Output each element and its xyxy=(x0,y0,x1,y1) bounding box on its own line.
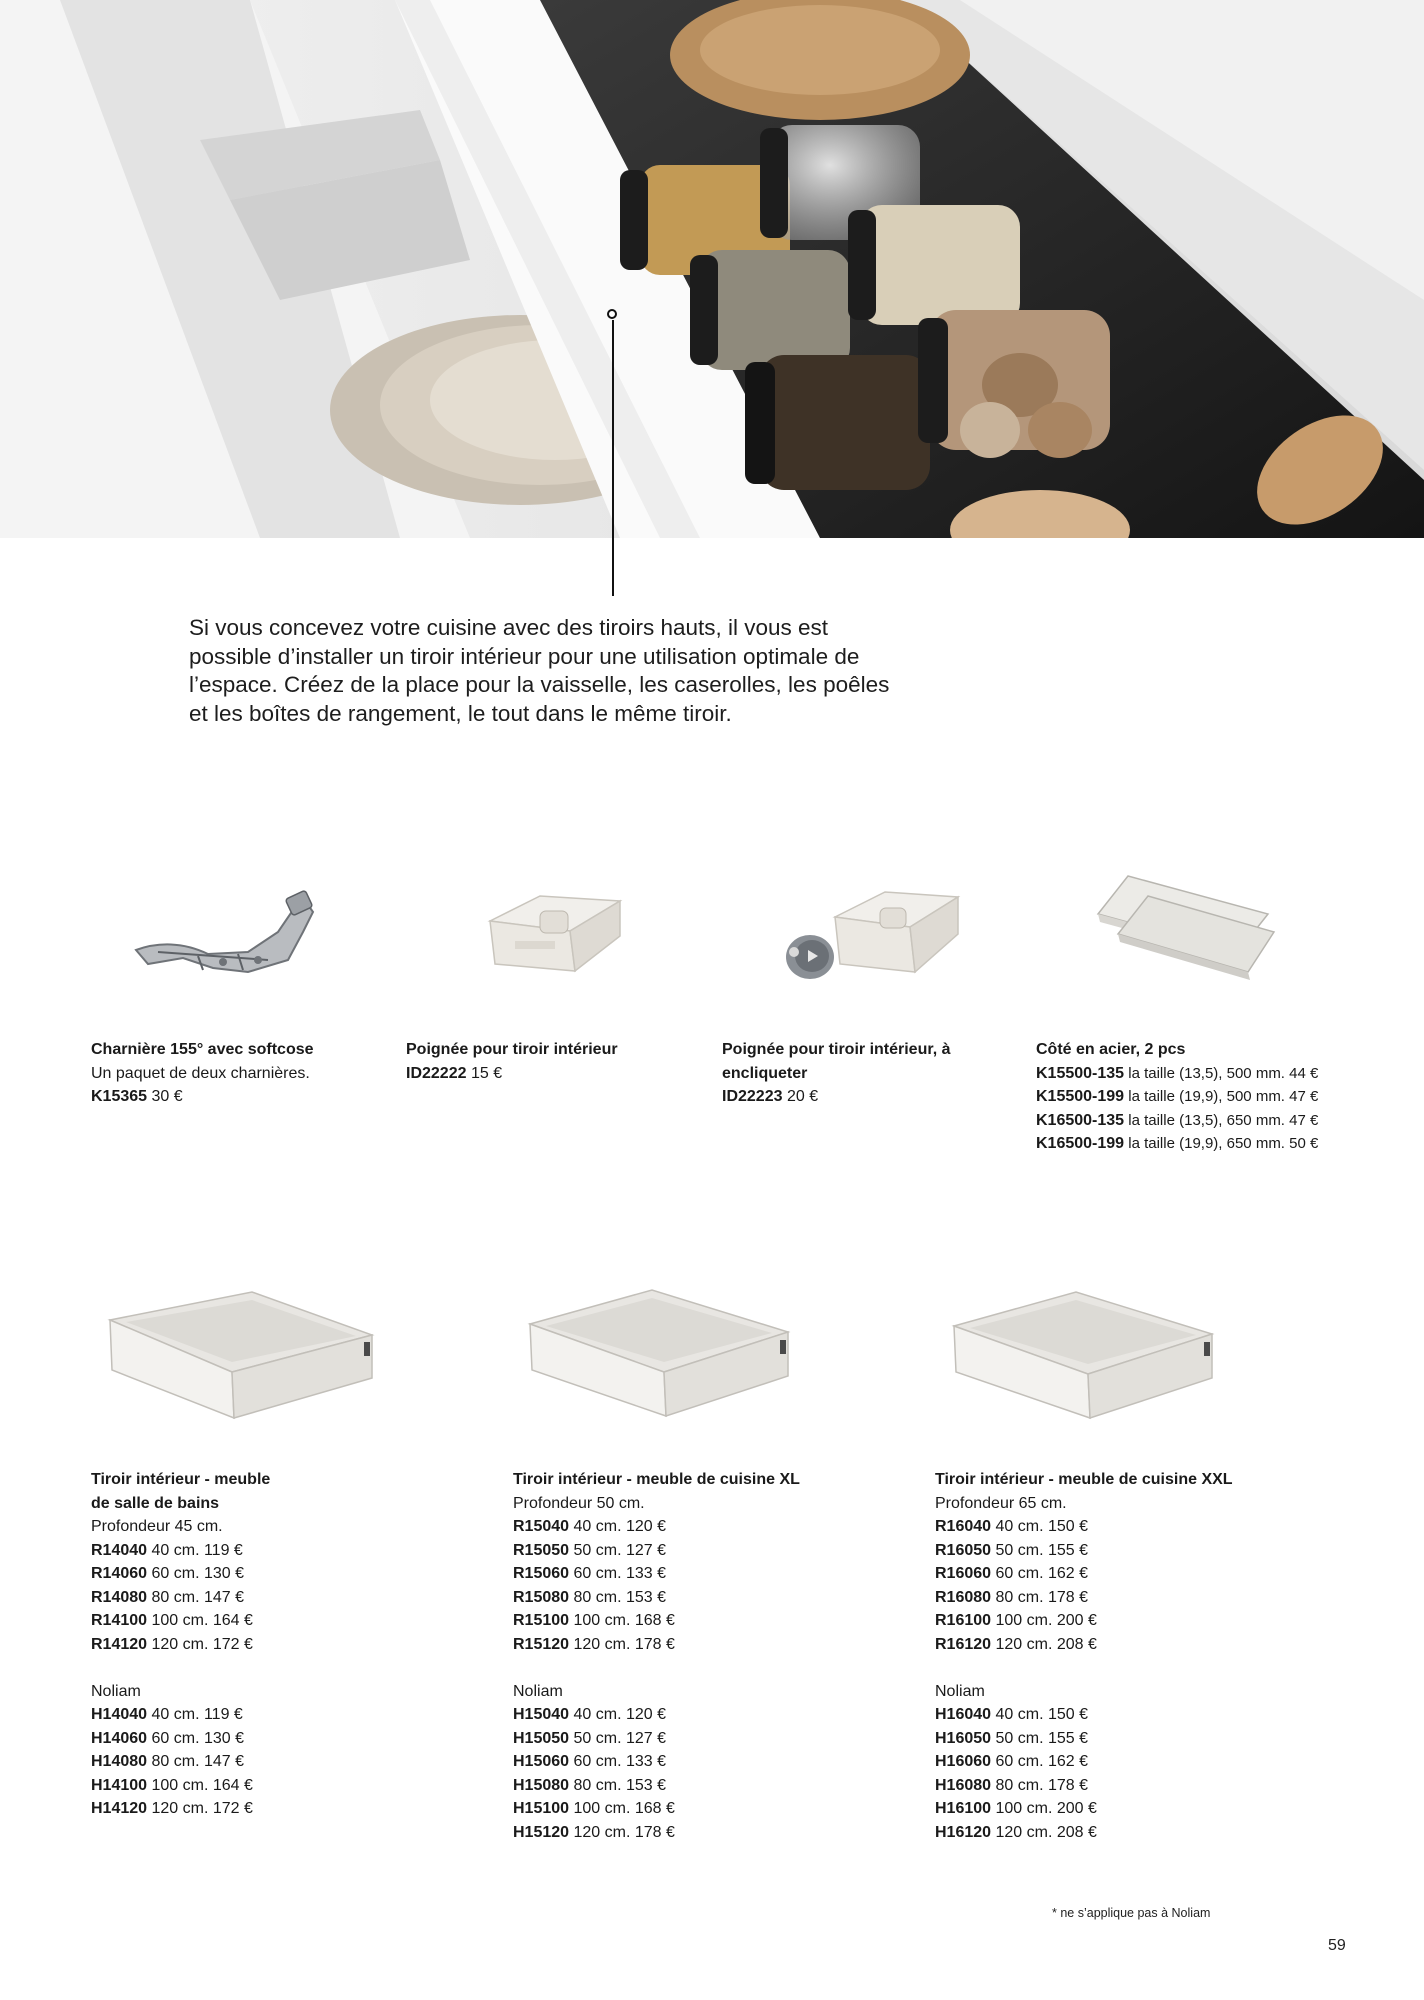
intro-paragraph: Si vous concevez votre cuisine avec des tiroirs hauts, il vous est possible d’installer un tiroir intérieur pour une utilisation optimale de l’espace. Créez de la place pour la vaisselle, les caserolles, les poêles et les boîtes de rangement, le tout dans le même tiroir. xyxy=(189,615,890,726)
price: 60 cm. 130 € xyxy=(147,1729,244,1747)
price-line xyxy=(513,1703,833,1727)
price: 120 cm. 208 € xyxy=(991,1635,1097,1653)
price-line xyxy=(513,1586,833,1610)
product-code: H15080 xyxy=(513,1776,570,1794)
hinge-image xyxy=(128,872,328,982)
price: 40 cm. 150 € xyxy=(991,1518,1088,1535)
price: 120 cm. 178 € xyxy=(569,1635,675,1653)
price: 80 cm. 147 € xyxy=(147,1753,244,1770)
price: 40 cm. 120 € xyxy=(569,1706,666,1723)
product-code: R16040 xyxy=(935,1518,992,1535)
product-code: K15500-135 xyxy=(1036,1064,1125,1082)
price-line xyxy=(513,1727,833,1751)
product-code: R15050 xyxy=(513,1541,570,1559)
product-code: H16100 xyxy=(935,1800,992,1817)
product-code: R14060 xyxy=(91,1565,148,1582)
price: 80 cm. 147 € xyxy=(147,1588,244,1606)
product-code: H16120 xyxy=(935,1823,992,1841)
price-line xyxy=(513,1750,833,1774)
price: 60 cm. 162 € xyxy=(991,1753,1088,1770)
price-line xyxy=(935,1797,1275,1821)
price-line xyxy=(513,1633,833,1657)
price-line xyxy=(513,1609,833,1633)
product-code: K15365 xyxy=(91,1088,148,1105)
callout-line xyxy=(612,320,614,596)
snap-handle-image xyxy=(780,872,965,987)
product-code: ID22223 xyxy=(722,1088,783,1105)
price: 40 cm. 120 € xyxy=(569,1518,666,1535)
product-hinge xyxy=(91,1038,351,1109)
price-line xyxy=(1036,1109,1366,1133)
product-code: H15050 xyxy=(513,1729,570,1747)
drawer-image-bathroom xyxy=(102,1290,382,1420)
price-line xyxy=(935,1727,1275,1751)
price: 60 cm. 130 € xyxy=(147,1565,244,1582)
drawer-image-xxl xyxy=(948,1286,1218,1421)
price-line xyxy=(91,1586,391,1610)
product-code: R16060 xyxy=(935,1565,992,1582)
price-line xyxy=(513,1562,833,1586)
price: 40 cm. 119 € xyxy=(147,1706,243,1723)
price: 30 € xyxy=(147,1088,183,1105)
price: 20 € xyxy=(782,1088,819,1105)
price-line xyxy=(935,1609,1275,1633)
price: 50 cm. 127 € xyxy=(569,1541,666,1559)
price: 80 cm. 153 € xyxy=(569,1588,666,1606)
price: 100 cm. 200 € xyxy=(991,1800,1097,1817)
price-line xyxy=(91,1633,391,1657)
product-title: Côté en acier, 2 pcs xyxy=(1036,1041,1186,1058)
product-title: Tiroir intérieur - meuble de cuisine XXL xyxy=(935,1471,1233,1488)
price-line xyxy=(513,1515,833,1539)
product-code: H16080 xyxy=(935,1776,992,1794)
price-line xyxy=(406,1062,666,1086)
product-title: Poignée pour tiroir intérieur xyxy=(406,1041,618,1058)
product-code: R15080 xyxy=(513,1588,570,1606)
footnote: * ne s’applique pas à Noliam xyxy=(1052,1906,1211,1920)
price-line xyxy=(722,1085,992,1109)
price-line xyxy=(935,1703,1275,1727)
price: 100 cm. 164 € xyxy=(147,1612,253,1629)
product-depth: Profondeur 65 cm. xyxy=(935,1494,1067,1512)
price-line xyxy=(935,1586,1275,1610)
product-code: R14100 xyxy=(91,1612,148,1629)
product-code: R15060 xyxy=(513,1565,570,1582)
price: 120 cm. 172 € xyxy=(147,1635,253,1653)
price: la taille (19,9), 650 mm. 50 € xyxy=(1124,1135,1319,1152)
price: 120 cm. 172 € xyxy=(147,1800,253,1817)
product-description: Un paquet de deux charnières. xyxy=(91,1064,310,1082)
product-title: Tiroir intérieur - meuble de cuisine XL xyxy=(513,1471,800,1488)
price-line xyxy=(91,1085,351,1109)
price-line xyxy=(91,1797,391,1821)
price: 60 cm. 133 € xyxy=(569,1753,666,1770)
price: 80 cm. 153 € xyxy=(569,1776,666,1794)
product-code: H15120 xyxy=(513,1823,570,1841)
price-line xyxy=(1036,1085,1366,1109)
price-line xyxy=(91,1609,391,1633)
product-code: H15060 xyxy=(513,1753,570,1770)
product-title: Charnière 155° avec softcose xyxy=(91,1041,314,1058)
price: 100 cm. 168 € xyxy=(569,1800,675,1817)
product-drawer-bathroom xyxy=(91,1468,391,1821)
price-line xyxy=(935,1750,1275,1774)
price-line xyxy=(935,1774,1275,1798)
price: 120 cm. 208 € xyxy=(991,1823,1097,1841)
price-line xyxy=(513,1774,833,1798)
price: 60 cm. 133 € xyxy=(569,1565,666,1582)
product-code: H15100 xyxy=(513,1800,570,1817)
product-code: H15040 xyxy=(513,1706,570,1723)
price: 80 cm. 178 € xyxy=(991,1588,1088,1606)
noliam-label: Noliam xyxy=(935,1682,985,1700)
product-code: R16050 xyxy=(935,1541,992,1559)
product-code: R14040 xyxy=(91,1541,148,1559)
price-line xyxy=(91,1727,391,1751)
price: 100 cm. 200 € xyxy=(991,1612,1097,1629)
product-code: H14080 xyxy=(91,1753,148,1770)
product-code: R16120 xyxy=(935,1635,992,1653)
price: 50 cm. 127 € xyxy=(569,1729,666,1747)
handle-image xyxy=(480,876,630,976)
product-depth: Profondeur 45 cm. xyxy=(91,1518,223,1535)
price-line xyxy=(513,1821,833,1845)
price: 15 € xyxy=(466,1064,503,1082)
price: 40 cm. 119 € xyxy=(147,1541,243,1559)
price-line xyxy=(91,1539,391,1563)
price: 40 cm. 150 € xyxy=(991,1706,1088,1723)
product-title: Poignée pour tiroir intérieur, à encliqueter xyxy=(722,1041,951,1082)
product-drawer-xxl xyxy=(935,1468,1275,1844)
price-line xyxy=(91,1750,391,1774)
price: 100 cm. 168 € xyxy=(569,1612,675,1629)
product-title: Tiroir intérieur - meuble xyxy=(91,1471,271,1488)
price: la taille (13,5), 650 mm. 47 € xyxy=(1124,1111,1319,1129)
product-handle xyxy=(406,1038,666,1085)
product-depth: Profondeur 50 cm. xyxy=(513,1494,645,1512)
hero-photo xyxy=(0,0,1424,538)
callout-dot xyxy=(607,309,617,319)
product-code: H14040 xyxy=(91,1706,148,1723)
product-code: R16100 xyxy=(935,1612,992,1629)
price-line xyxy=(935,1539,1275,1563)
product-code: K16500-199 xyxy=(1036,1135,1125,1152)
price: 60 cm. 162 € xyxy=(991,1565,1088,1582)
product-code: H16060 xyxy=(935,1753,992,1770)
noliam-label: Noliam xyxy=(513,1682,563,1700)
price: la taille (19,9), 500 mm. 47 € xyxy=(1124,1088,1319,1105)
product-code: R14120 xyxy=(91,1635,148,1653)
page-number: 59 xyxy=(1328,1937,1346,1954)
price-line xyxy=(91,1774,391,1798)
price: 120 cm. 178 € xyxy=(569,1823,675,1841)
product-code: H16050 xyxy=(935,1729,992,1747)
product-code: R14080 xyxy=(91,1588,148,1606)
price-line xyxy=(935,1633,1275,1657)
product-code: R15120 xyxy=(513,1635,570,1653)
price: 100 cm. 164 € xyxy=(147,1776,253,1794)
product-code: H16040 xyxy=(935,1706,992,1723)
price-line xyxy=(1036,1062,1366,1086)
price-line xyxy=(91,1703,391,1727)
product-code: R15040 xyxy=(513,1518,570,1535)
price: 50 cm. 155 € xyxy=(991,1541,1088,1559)
price: la taille (13,5), 500 mm. 44 € xyxy=(1124,1064,1319,1082)
product-drawer-xl xyxy=(513,1468,833,1844)
product-steel-sides xyxy=(1036,1038,1366,1156)
product-code: R15100 xyxy=(513,1612,570,1629)
price: 80 cm. 178 € xyxy=(991,1776,1088,1794)
price-line xyxy=(91,1562,391,1586)
price-line xyxy=(935,1562,1275,1586)
product-code: ID22222 xyxy=(406,1064,467,1082)
price-line xyxy=(513,1539,833,1563)
product-code: R16080 xyxy=(935,1588,992,1606)
price: 50 cm. 155 € xyxy=(991,1729,1088,1747)
price-line xyxy=(1036,1132,1366,1156)
price-line xyxy=(513,1797,833,1821)
price-line xyxy=(935,1515,1275,1539)
product-code: K15500-199 xyxy=(1036,1088,1125,1105)
noliam-label: Noliam xyxy=(91,1682,141,1700)
steel-sides-image xyxy=(1088,874,1278,994)
product-code: H14120 xyxy=(91,1800,148,1817)
product-code: K16500-135 xyxy=(1036,1111,1125,1129)
product-code: H14100 xyxy=(91,1776,148,1794)
product-title-cont: de salle de bains xyxy=(91,1494,220,1512)
drawer-image-xl xyxy=(524,1284,794,1419)
price-line xyxy=(935,1821,1275,1845)
product-snap-handle xyxy=(722,1038,992,1109)
product-code: H14060 xyxy=(91,1729,148,1747)
